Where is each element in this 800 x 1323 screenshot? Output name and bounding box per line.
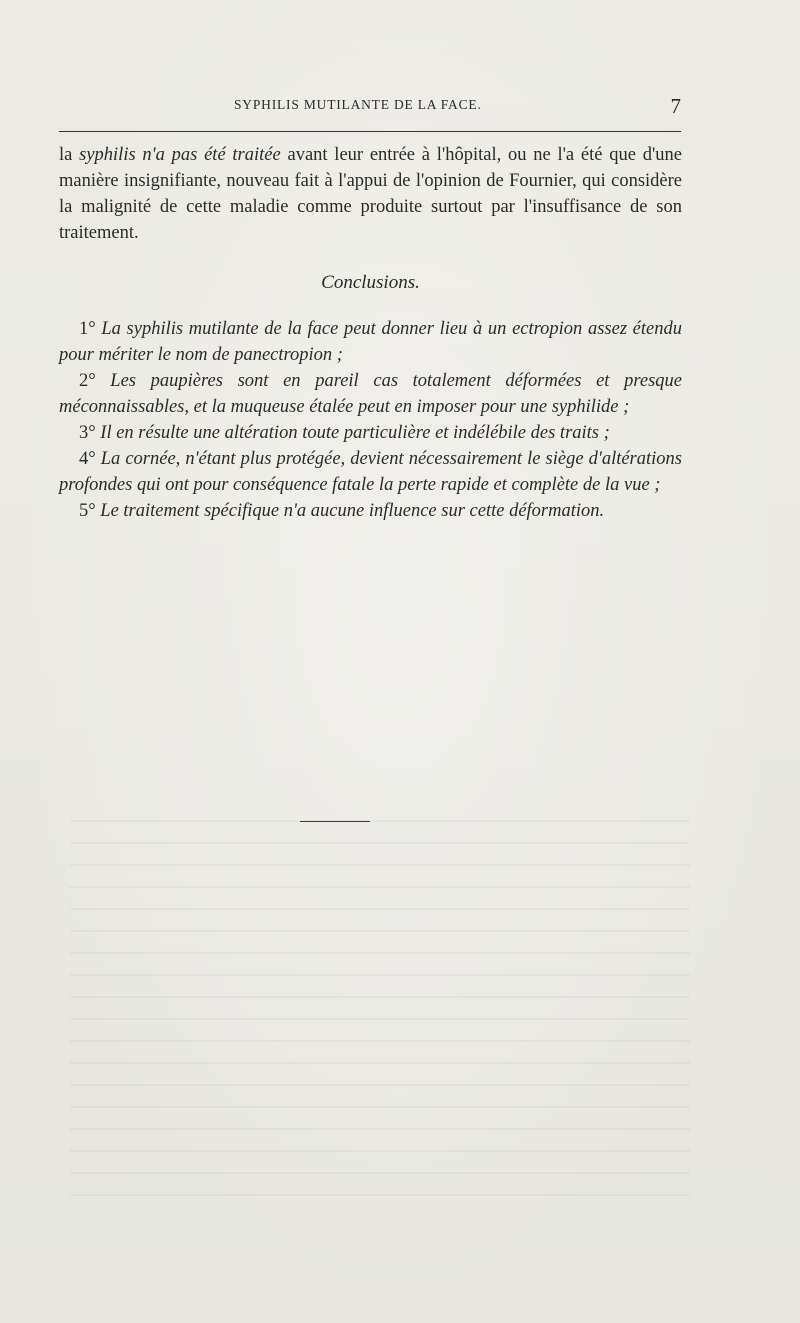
- conclusion-item: [59, 498, 682, 524]
- conclusions-list: [59, 316, 682, 524]
- intro-paragraph: [59, 142, 682, 246]
- conclusion-number: 5°: [79, 501, 96, 521]
- header-rule: [59, 131, 681, 132]
- conclusion-item: [59, 316, 682, 368]
- page-number: 7: [670, 94, 681, 118]
- intro-italic-phrase: syphilis n'a pas été traitée: [79, 145, 281, 165]
- conclusion-number: 4°: [79, 449, 96, 469]
- conclusion-item: [59, 420, 682, 446]
- intro-text-rest: avant leur entrée à l'hôpital, ou ne l'a été que d'une manière insignifiante, nouveau fait à l'appui de l'opinion de Fournier, qui considère la malignité de cette maladie comme produite surtout par l'insuffisance de son traitement.: [59, 145, 682, 243]
- running-title: SYPHILIS MUTILANTE DE LA FACE.: [234, 97, 482, 112]
- conclusion-text: La syphilis mutilante de la face peut donner lieu à un ectropion assez étendu pour mériter le nom de panectropion ;: [59, 319, 682, 365]
- conclusion-text: Il en résulte une altération toute particulière et indélébile des traits ;: [95, 423, 610, 443]
- conclusion-number: 1°: [79, 319, 96, 339]
- conclusion-item: [59, 446, 682, 498]
- conclusion-item: [59, 368, 682, 420]
- conclusion-number: 3°: [79, 423, 96, 443]
- running-header: [59, 94, 683, 118]
- conclusion-number: 2°: [79, 371, 96, 391]
- section-heading: Conclusions.: [321, 272, 420, 293]
- conclusion-text: La cornée, n'étant plus protégée, devient nécessairement le siège d'altérations profondes qui ont pour conséquence fatale la perte rapide et complète de la vue ;: [59, 449, 682, 495]
- conclusion-text: Le traitement spécifique n'a aucune influence sur cette déformation.: [95, 501, 605, 521]
- show-through-texture: [70, 820, 690, 1200]
- intro-text-start: la: [59, 145, 80, 165]
- conclusion-text: Les paupières sont en pareil cas totalement déformées et presque méconnaissables, et la muqueuse étalée peut en imposer pour une syphilide ;: [59, 371, 682, 417]
